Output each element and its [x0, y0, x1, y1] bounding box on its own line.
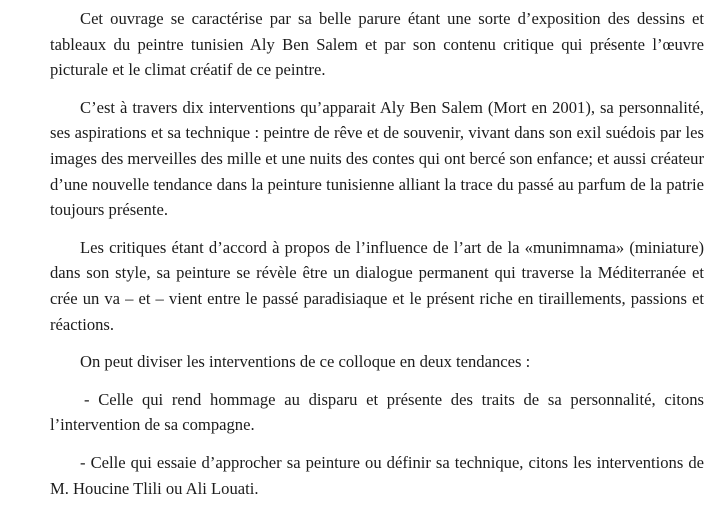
paragraph-critics: Les critiques étant d’accord à propos de l’influence de l’art de la «munimnama» (miniature) dans son style, sa peinture se révèle être un dialogue permanent qui traverse la Méditerranée et crée un va – et – vient entre le passé paradisiaque et le présent riche en tiraillements, passions et réactions.: [50, 237, 704, 334]
paragraph-tendency-two: - Celle qui essaie d’approcher sa peinture ou définir sa technique, citons les interventions de M. Houcine Tlili ou Ali Louati.: [50, 452, 704, 498]
paragraph-interventions: C’est à travers dix interventions qu’apparait Aly Ben Salem (Mort en 2001), sa personnalité, ses aspirations et sa technique : peintre de rêve et de souvenir, vivant dans son exil suédois par les images des merveilles des mille et une nuits des contes qui ont bercé son enfance; et aussi créateur d’une nouvelle tendance dans la peinture tunisienne alliant la trace du passé au parfum de la patrie toujours présente.: [50, 97, 704, 220]
paragraph-tendencies: On peut diviser les interventions de ce colloque en deux tendances :: [80, 352, 531, 372]
paragraph-intro: Cet ouvrage se caractérise par sa belle parure étant une sorte d’exposition des dessins et tableaux du peintre tunisien Aly Ben Salem et par son contenu critique qui présente l’œuvre picturale et le climat créatif de ce peintre.: [50, 9, 704, 80]
paragraph-tendency-one: - Celle qui rend hommage au disparu et présente des traits de sa personnalité, citons l’intervention de sa compagne.: [50, 389, 704, 435]
document-body: [50, 6, 704, 501]
